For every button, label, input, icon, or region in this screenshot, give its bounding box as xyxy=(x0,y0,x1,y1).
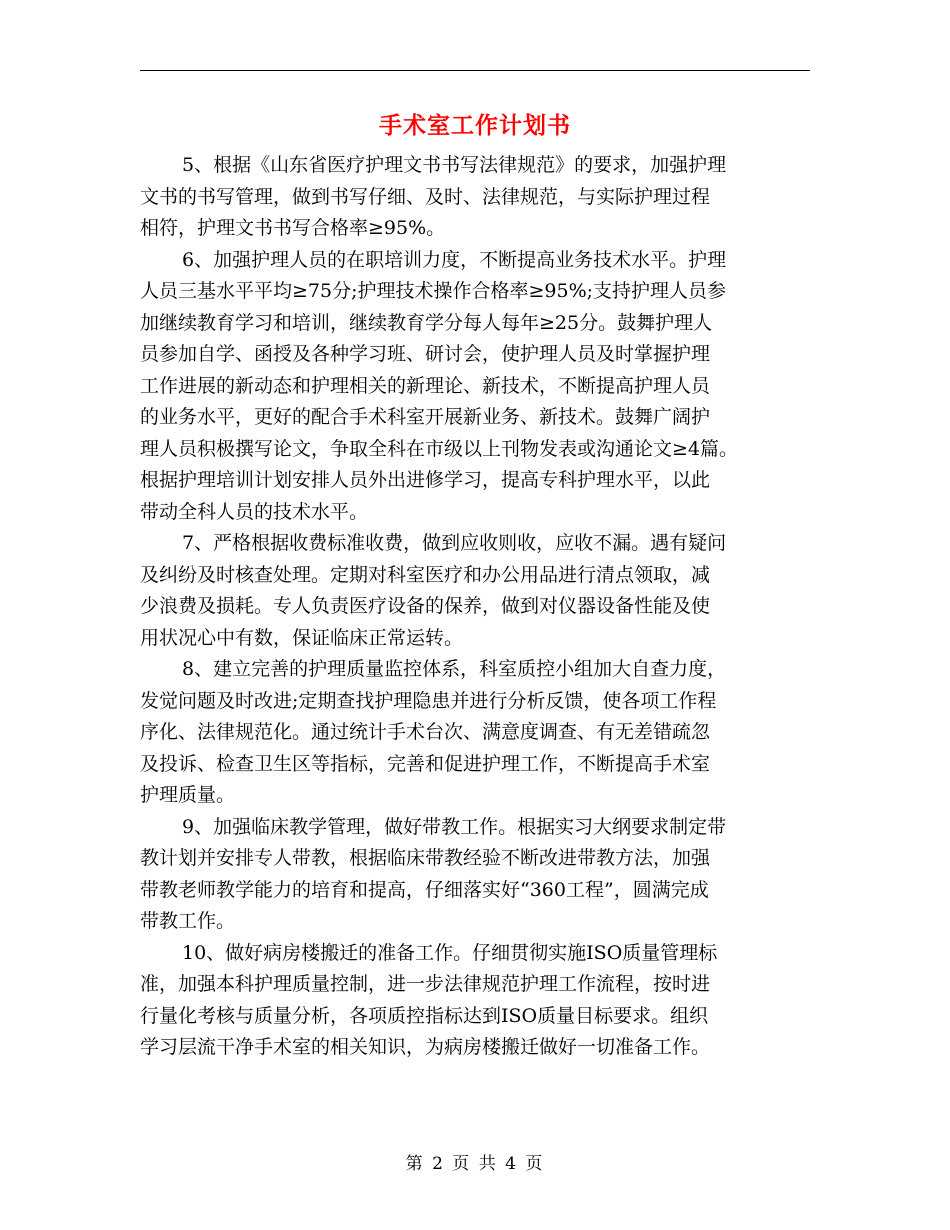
paragraph-line: 7、严格根据收费标准收费，做到应收则收，应收不漏。遇有疑问 xyxy=(182,532,727,554)
page-footer: 第 2 页 共 4 页 xyxy=(405,1154,545,1174)
document-title: 手术室工作计划书 xyxy=(379,112,571,139)
paragraph-line: 的业务水平，更好的配合手术科室开展新业务、新技术。鼓舞广阔护 xyxy=(140,406,711,428)
paragraph-line: 5、根据《山东省医疗护理文书书写法律规范》的要求，加强护理 xyxy=(182,154,727,176)
paragraph-line: 根据护理培训计划安排人员外出进修学习，提高专科护理水平，以此 xyxy=(140,469,711,491)
paragraph-line: 序化、法律规范化。通过统计手术台次、满意度调查、有无差错疏忽 xyxy=(140,721,711,743)
paragraph-line: 护理质量。 xyxy=(140,784,236,806)
paragraph-line: 教计划并安排专人带教，根据临床带教经验不断改进带教方法，加强 xyxy=(140,847,711,869)
paragraph xyxy=(140,938,820,1064)
paragraph-line: 9、加强临床教学管理，做好带教工作。根据实习大纲要求制定带 xyxy=(182,815,727,838)
paragraph-line: 带教老师教学能力的培育和提高，仔细落实好“360工程”，圆满完成 xyxy=(140,878,709,901)
paragraph-line: 10、做好病房楼搬迁的准备工作。仔细贯彻实施ISO质量管理标 xyxy=(182,941,718,964)
paragraph-line: 学习层流干净手术室的相关知识，为病房楼搬迁做好一切准备工作。 xyxy=(140,1036,711,1058)
paragraph-line: 工作进展的新动态和护理相关的新理论、新技术，不断提高护理人员 xyxy=(140,374,711,397)
paragraph-line: 理人员积极撰写论文，争取全科在市级以上刊物发表或沟通论文≥4篇。 xyxy=(140,437,739,460)
paragraph xyxy=(140,812,820,938)
paragraph-line: 少浪费及损耗。专人负责医疗设备的保养，做到对仪器设备性能及使 xyxy=(140,595,711,617)
paragraph-line: 文书的书写管理，做到书写仔细、及时、法律规范，与实际护理过程 xyxy=(140,185,711,208)
paragraph-line: 准，加强本科护理质量控制，进一步法律规范护理工作流程，按时进 xyxy=(140,973,711,995)
paragraph-line: 用状况心中有数，保证临床正常运转。 xyxy=(140,626,464,649)
document-body xyxy=(140,150,820,1064)
paragraph-line: 相符，护理文书书写合格率≥95%。 xyxy=(140,217,446,239)
paragraph-line: 带动全科人员的技术水平。 xyxy=(140,500,369,523)
paragraph-line: 行量化考核与质量分析，各项质控指标达到ISO质量目标要求。组织 xyxy=(140,1004,709,1027)
paragraph-line: 带教工作。 xyxy=(140,910,236,932)
paragraph xyxy=(140,245,820,529)
paragraph-line: 及纠纷及时核查处理。定期对科室医疗和办公用品进行清点领取，减 xyxy=(140,563,711,586)
paragraph xyxy=(140,654,820,812)
paragraph-line: 员参加自学、函授及各种学习班、研讨会，使护理人员及时掌握护理 xyxy=(140,343,711,365)
paragraph xyxy=(140,528,820,654)
paragraph-line: 人员三基水平平均≥75分;护理技术操作合格率≥95%;支持护理人员参 xyxy=(140,280,727,302)
header-rule xyxy=(140,70,810,71)
paragraph-line: 及投诉、检查卫生区等指标，完善和促进护理工作，不断提高手术室 xyxy=(140,752,711,775)
paragraph-line: 8、建立完善的护理质量监控体系，科室质控小组加大自查力度， xyxy=(182,658,727,680)
paragraph-line: 发觉问题及时改进;定期查找护理隐患并进行分析反馈，使各项工作程 xyxy=(140,689,717,712)
paragraph xyxy=(140,150,820,245)
paragraph-line: 6、加强护理人员的在职培训力度，不断提高业务技术水平。护理 xyxy=(182,248,727,271)
paragraph-line: 加继续教育学习和培训，继续教育学分每人每年≥25分。鼓舞护理人 xyxy=(140,311,713,334)
